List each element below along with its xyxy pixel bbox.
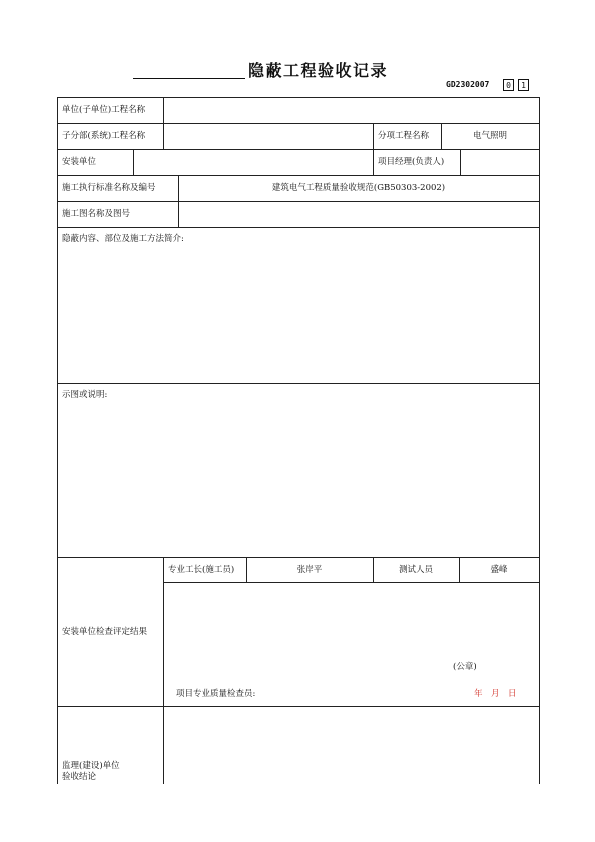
title-underline — [133, 78, 245, 79]
row-divider — [57, 201, 539, 202]
code-box-1: 0 — [503, 79, 514, 91]
row-divider — [57, 175, 539, 176]
official-seal-label: (公章) — [453, 662, 477, 672]
row-divider — [57, 227, 539, 228]
sub-item-label: 分项工程名称 — [378, 131, 430, 141]
row-divider — [57, 557, 539, 558]
col-divider — [133, 149, 134, 175]
quality-inspector-label: 项目专业质量检查员: — [176, 689, 256, 699]
standard-label: 施工执行标准名称及编号 — [62, 183, 156, 193]
unit-project-label: 单位(子单位)工程名称 — [62, 105, 146, 115]
page-title: 隐蔽工程验收记录 — [248, 61, 389, 80]
col-divider — [163, 97, 164, 149]
acceptance-conclusion-label: 验收结论 — [62, 772, 97, 782]
row-divider — [57, 123, 539, 124]
form-top-border — [57, 97, 539, 98]
drawing-label: 施工图名称及图号 — [62, 209, 131, 219]
row-divider — [163, 582, 539, 583]
sub-item-value: 电气照明 — [472, 131, 507, 141]
col-divider — [163, 557, 164, 784]
foreman-label: 专业工长(施工员) — [168, 565, 235, 575]
supervision-unit-label: 监理(建设)单位 — [62, 761, 120, 771]
foreman-value: 张岸平 — [296, 565, 323, 575]
form-code: GD2302007 — [446, 80, 490, 89]
sub-division-label: 子分部(系统)工程名称 — [62, 131, 146, 141]
standard-value: 建筑电气工程质量验收规范(GB50303-2002) — [271, 183, 446, 193]
install-unit-label: 安装单位 — [62, 157, 97, 167]
row-divider — [57, 706, 539, 707]
diagram-label: 示图或说明: — [62, 390, 108, 400]
concealed-content-label: 隐蔽内容、部位及施工方法简介: — [62, 234, 184, 244]
col-divider — [460, 149, 461, 175]
tester-label: 测试人员 — [398, 565, 433, 575]
code-box-2: 1 — [518, 79, 529, 91]
project-manager-label: 项目经理(负责人) — [378, 157, 445, 167]
inspection-date-label: 年 月 日 — [474, 689, 517, 699]
row-divider — [57, 149, 539, 150]
form-right-border — [539, 97, 540, 784]
row-divider — [57, 383, 539, 384]
col-divider — [373, 123, 374, 175]
tester-value: 盛峰 — [490, 565, 508, 575]
inspection-result-label: 安装单位检查评定结果 — [62, 627, 148, 637]
